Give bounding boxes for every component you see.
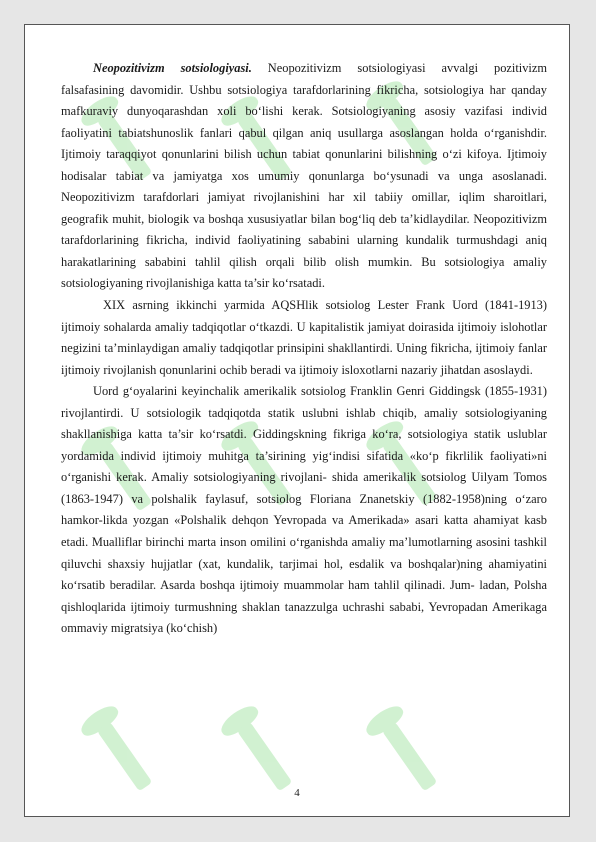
page-number: 4 [294, 787, 300, 799]
paragraph-neopositivism [61, 58, 547, 295]
paragraph-ward: XIX asrning ikkinchi yarmida AQSHlik sotsiolog Lester Frank Uord (1841-1913) ijtimoiy sohalarda amaliy tadqiqotlar o‘tkazdi. U kapitalistik jamiyat doirasida ijtimoiy islohotlar negizini ta’minlaydigan amaliy tadqiqotlar prinsipini shakllantirdi. Uning fikricha, ijtimoiy fanlar ijtimoiy rivojlanish qonunlarini ochib beradi va ijtimoiy isloxotlarni nazariy jihatdan asoslaydi. [61, 298, 547, 377]
document-page [24, 24, 570, 817]
body-text [61, 58, 547, 640]
paragraph-text: Neopozitivizm sotsiologiyasi avvalgi pozitivizm falsafasining davomidir. Ushbu sotsiologiya tarafdorlarining fikricha, sotsiologiya har qanday mafkuraviy dunyoqarashdan xoli bo‘lishi kerak. Sotsiologiyaning asosiy vazifasi individ faoliyatini tabiatshunoslik fanlari qabul qilgan aniq usullarga asoslangan holda o‘rganishdir. Ijtimoiy taraqqiyot qonunlarini bilish uchun tabiat qonunlarini bilishning o‘zi kifoya. Ijtimoiy hodisalar tabiat va jamiyatga xos umumiy qonunlarga bo‘ysunadi va unga asoslanadi. Neopozitivizm tarafdorlari jamiyat rivojlanishini har xil tabiiy omillar, iqlim sharoitlari, geografik muhit, biologik va boshqa xususiyatlar bilan bog‘liq deb ta’kidlaydilar. Neopozitivizm tarafdorlarining fikricha, individ faoliyatining sababini ularning kundalik turmushdagi aniq harakatlarining sababini tahlil qilish orqali bilib olish mumkin. Bu sotsiologiya amaliy sotsiologiyaning rivojlanishiga katta ta’sir ko‘rsatadi. [61, 61, 547, 291]
paragraph-giddings: Uord g‘oyalarini keyinchalik amerikalik sotsiolog Franklin Genri Giddingsk (1855-1931) rivojlantirdi. U sotsiologik tadqiqotda statik uslubni ishlab chiqib, amaliy sotsiologiyaning shakllanishiga katta ta’sir ko‘rsatdi. Giddingskning fikriga ko‘ra, sotsiologiya statik uslublar yordamida individ ijtimoiy muhitga ta’sirining yig‘indisi sifatida «ko‘p fikrlilik faoliyati»ni o‘rganishi kerak. Amaliy sotsiologiyaning rivojlani- shida amerikalik sotsiolog Uilyam Tomos (1863-1947) va polshalik faylasuf, sotsiolog Floriana Znanetskiy (1882-1958)ning o‘zaro hamkor-likda yozgan «Polshalik dehqon Yevropada va Amerikada» asari katta ahamiyat kasb etadi. Mualliflar birinchi marta inson omilini o‘rganishda amaliy ma’lumotlarning asosini tashkil qiluvchi shaxsiy hujjatlar (xat, kundalik, tarjimai hol, esdalik va boshqalar)ning ahamiyatini ko‘rsatib beradilar. Asarda boshqa ijtimoiy muammolar ham tahlil qilinadi. Jum- ladan, Polsha qishloqlarida ijtimoiy turmushning shaklan tanazzulga uchrashi sababi, Yevropadan Amerikaga ommaviy migratsiya (ko‘chish) [61, 384, 547, 636]
paragraph-lead: Neopozitivizm sotsiologiyasi. [93, 61, 252, 75]
